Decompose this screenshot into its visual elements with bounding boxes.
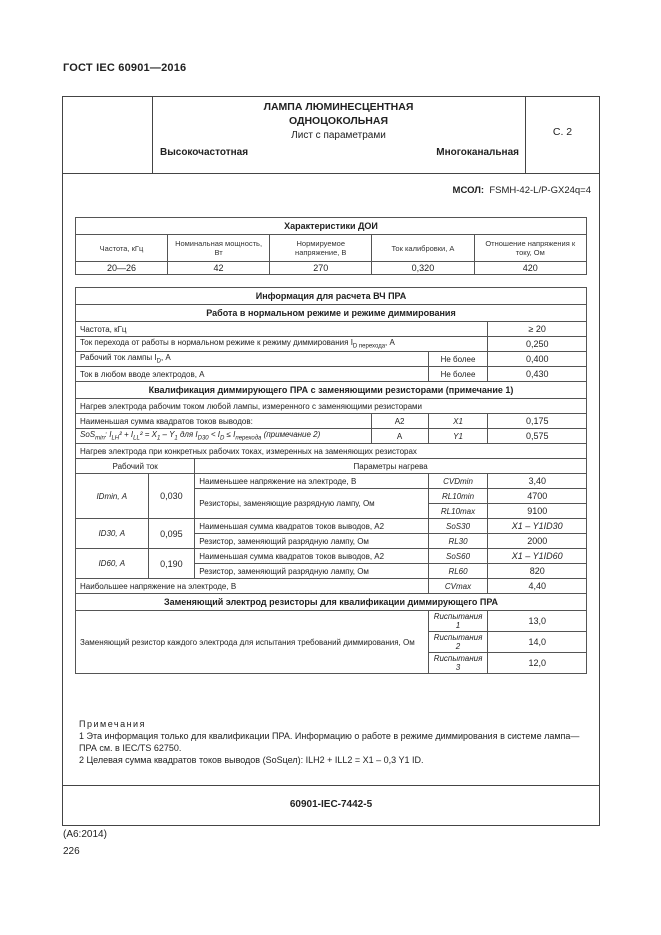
param-label: Резистор, заменяющий разрядную лампу, Ом [195,564,428,579]
doi-value: 20—26 [76,262,168,275]
group-current: ID30, А [76,519,149,549]
doi-value: 420 [474,262,586,275]
notes-block [79,718,594,766]
row-label: Частота, кГц [76,322,488,337]
param-label: Резисторы, заменяющие разрядную лампу, Ом [195,489,428,519]
param-symbol: RL10min [428,489,488,504]
row-label: Ток перехода от работы в нормальном режиме к режиму диммирования $I_{D перехода}$, А [76,337,488,352]
doi-table [75,217,587,275]
heat-params-header: Параметры нагрева [195,459,587,474]
sos-label: Наименьшая сумма квадратов токов выводов: [76,414,372,429]
param-label: Наименьшая сумма квадратов токов выводов, А2 [195,519,428,534]
sheet-page-number: С. 2 [552,126,573,138]
info-title: Информация для расчета ВЧ ПРА [76,288,587,305]
param-symbol: CVDmin [428,474,488,489]
row-condition: Не более [428,352,488,367]
replacement-value: 14,0 [488,632,587,653]
doi-value: 270 [270,262,372,275]
header-page-cell [525,96,600,174]
replacement-symbol: Rиспытания 2 [428,632,488,653]
sos-unit: А [371,429,428,444]
sheet-code: 60901-IEC-7442-5 [289,799,373,810]
title-line-2: ОДНОЦОКОЛЬНАЯ [288,115,389,127]
amendment-label: (A6:2014) [63,829,107,840]
normal-mode-title: Работа в нормальном режиме и режиме диммирования [76,305,587,322]
param-value: X1 – Y1ID60 [488,549,587,564]
row-label: Рабочий ток лампы $I_D$, А [76,352,429,367]
param-symbol: SoS30 [428,519,488,534]
mcol-designation [453,185,591,196]
row-condition: Не более [428,367,488,382]
sos-unit: A2 [371,414,428,429]
ballast-info-table [75,287,587,674]
replacement-value: 12,0 [488,653,587,674]
mcol-value: FSMH-42-L/P-GX24q=4 [489,185,591,196]
param-value: 820 [488,564,587,579]
type-left-label: Высокочастотная [160,147,249,158]
param-value: 3,40 [488,474,587,489]
doi-value: 42 [167,262,269,275]
header-left-cell [62,96,153,174]
doi-header: Номинальная мощность, Вт [167,235,269,262]
group-current-value: 0,190 [148,549,195,579]
sos-symbol: Y1 [428,429,488,444]
notes-heading: Примечания [79,719,146,729]
qualification-title: Квалификация диммирующего ПРА с заменяющими резисторами (примечание 1) [76,382,587,399]
footer-divider [62,785,600,786]
sos-formula: SoS$_{min}$: $I_{LH}^2 + I_{LL}^2 = X_1 - Y_1$ для $I_{D30} < I_D \le I_{перехода}$ (примечание 2) [76,429,372,444]
title-line-1: ЛАМПА ЛЮМИНЕСЦЕНТНАЯ [263,101,414,113]
doi-value: 0,320 [372,262,474,275]
doi-header: Нормируемое напряжение, В [270,235,372,262]
param-symbol: RL60 [428,564,488,579]
sheet-subtitle: Лист с параметрами [291,130,386,141]
work-current-header: Рабочий ток [76,459,195,474]
replacement-title: Заменяющий электрод резисторы для квалификации диммирующего ПРА [76,594,587,611]
max-voltage-symbol: CVmax [428,579,488,594]
standard-label: ГОСТ IEC 60901—2016 [63,62,187,74]
max-voltage-value: 4,40 [488,579,587,594]
max-voltage-label: Наибольшее напряжение на электроде, В [76,579,429,594]
param-symbol: SoS60 [428,549,488,564]
param-label: Наименьшее напряжение на электроде, В [195,474,428,489]
note-2: 2 Целевая сумма квадратов токов выводов (SoSцел): ILH2 + ILL2 = X1 – 0,3 Y1 ID. [79,755,424,765]
page-number: 226 [63,846,80,857]
replacement-symbol: Rиспытания 3 [428,653,488,674]
header-title-cell [152,96,526,174]
heat-specific-label: Нагрев электрода при конкретных рабочих токах, измеренных на заменяющих резисторах [76,444,587,459]
param-symbol: RL10max [428,504,488,519]
param-symbol: RL30 [428,534,488,549]
param-label: Наименьшая сумма квадратов токов выводов, А2 [195,549,428,564]
heat-any-label: Нагрев электрода рабочим током любой лампы, измеренного с заменяющими резисторами [76,399,587,414]
group-current: IDmin, А [76,474,149,519]
replacement-value: 13,0 [488,611,587,632]
param-value: 4700 [488,489,587,504]
doi-header: Частота, кГц [76,235,168,262]
sos-value: 0,175 [488,414,587,429]
row-value: 0,400 [488,352,587,367]
row-value: ≥ 20 [488,322,587,337]
doi-header: Отношение напряжения к току, Ом [474,235,586,262]
param-value: X1 – Y1ID30 [488,519,587,534]
param-label: Резистор, заменяющий разрядную лампу, Ом [195,534,428,549]
note-1: 1 Эта информация только для квалификации ПРА. Информацию о работе в режиме диммирования в системе лампа—ПРА см. в IEC/TS 62750. [79,731,580,753]
row-value: 0,430 [488,367,587,382]
doi-title: Характеристики ДОИ [76,218,587,235]
group-current-value: 0,030 [148,474,195,519]
doi-header: Ток калибровки, А [372,235,474,262]
row-value: 0,250 [488,337,587,352]
type-right-label: Многоканальная [436,147,519,158]
sos-value: 0,575 [488,429,587,444]
param-value: 9100 [488,504,587,519]
param-value: 2000 [488,534,587,549]
mcol-label: МСОЛ: [452,185,485,196]
row-label: Ток в любом вводе электродов, А [76,367,429,382]
sos-symbol: X1 [428,414,488,429]
replacement-label: Заменяющий резистор каждого электрода для испытания требований диммирования, Ом [76,611,429,674]
group-current-value: 0,095 [148,519,195,549]
group-current: ID60, А [76,549,149,579]
replacement-symbol: Rиспытания 1 [428,611,488,632]
